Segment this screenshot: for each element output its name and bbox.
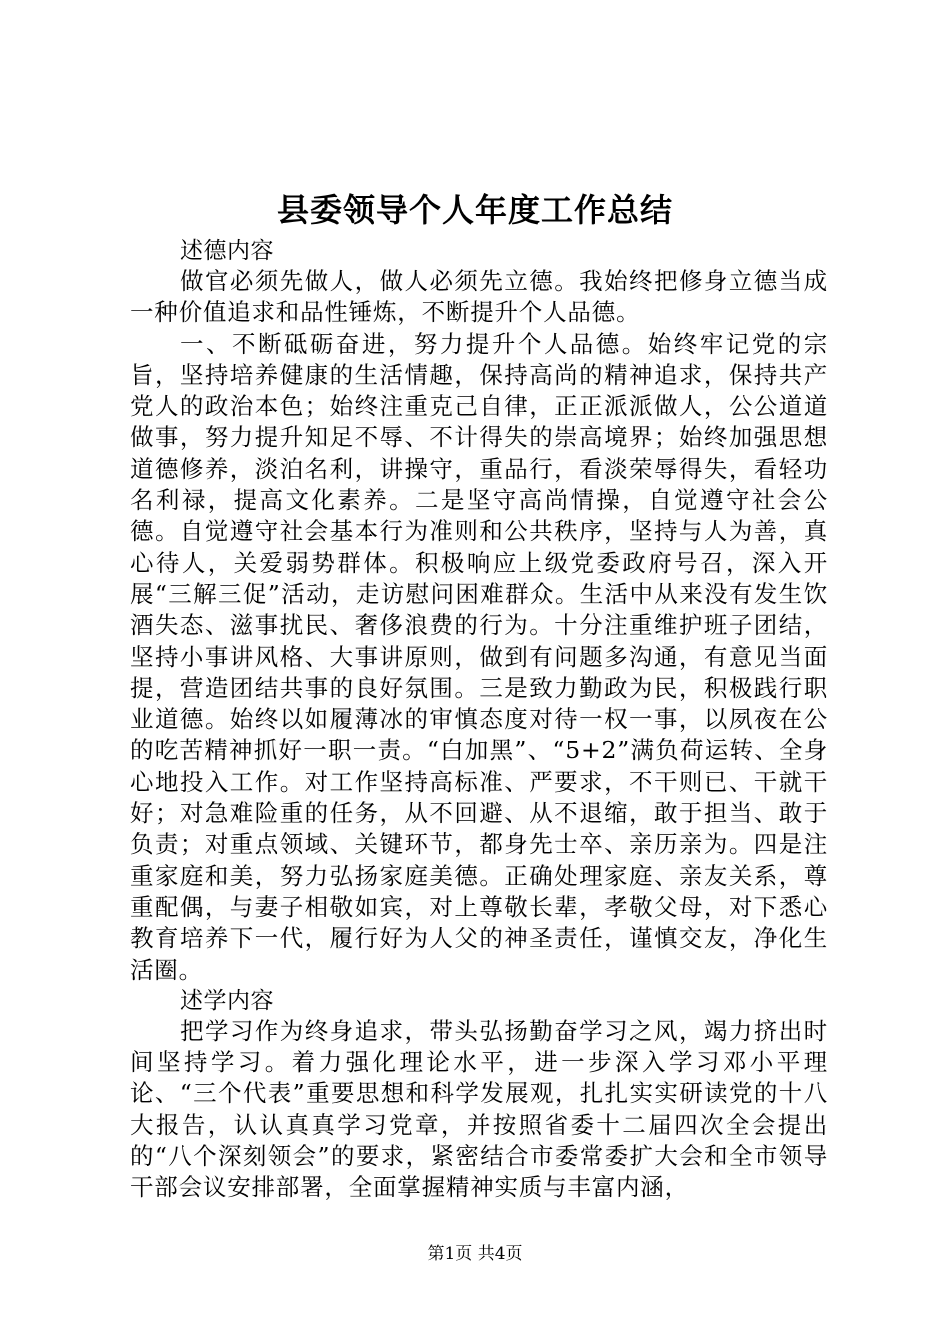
- paragraph: 把学习作为终身追求，带头弘扬勤奋学习之风，竭力挤出时间坚持学习。着力强化理论水平，进一步深入学习邓小平理论、“三个代表”重要思想和科学发展观，扎扎实实研读党的十八大报告，认认真真学习党章，并按照省委十二届四次全会提出的“八个深刻领会”的要求，紧密结合市委常委扩大会和全市领导干部会议安排部署，全面掌握精神实质与丰富内涵，: [130, 1016, 828, 1202]
- section-heading: 述学内容: [180, 987, 274, 1014]
- paragraph: 做官必须先做人，做人必须先立德。我始终把修身立德当成一种价值追求和品性锤炼，不断提升个人品德。: [130, 267, 828, 327]
- paragraph: 一、不断砥砺奋进，努力提升个人品德。始终牢记党的宗旨，坚持培养健康的生活情趣，保持高尚的精神追求，保持共产党人的政治本色；始终注重克己自律，正正派派做人，公公道道做事，努力提升知足不辱、不计得失的崇高境界；始终加强思想道德修养，淡泊名利，讲操守，重品行，看淡荣辱得失，看轻功名利禄，提高文化素养。二是坚守高尚情操，自觉遵守社会公德。自觉遵守社会基本行为准则和公共秩序，坚持与人为善，真心待人，关爱弱势群体。积极响应上级党委政府号召，深入开展“三解三促”活动，走访慰问困难群众。生活中从来没有发生饮酒失态、滋事扰民、奢侈浪费的行为。十分注重维护班子团结，坚持小事讲风格、大事讲原则，做到有问题多沟通，有意见当面提，营造团结共事的良好氛围。三是致力勤政为民，积极践行职业道德。始终以如履薄冰的审慎态度对待一权一事，以夙夜在公的吃苦精神抓好一职一责。“白加黑”、“5+2”满负荷运转、全身心地投入工作。对工作坚持高标准、严要求，不干则已、干就干好；对急难险重的任务，从不回避、从不退缩，敢于担当、敢于负责；对重点领域、关键环节，都身先士卒、亲历亲为。四是注重家庭和美，努力弘扬家庭美德。正确处理家庭、亲友关系，尊重配偶，与妻子相敬如宾，对上尊敬长辈，孝敬父母，对下悉心教育培养下一代，履行好为人父的神圣责任，谨慎交友，净化生活圈。: [130, 329, 828, 984]
- document-title: 县委领导个人年度工作总结: [276, 191, 673, 229]
- page-number-footer: 第1页 共4页: [427, 1244, 523, 1264]
- section-study: [130, 986, 828, 1204]
- section-heading: 述德内容: [180, 238, 274, 264]
- document-body: [130, 236, 828, 1204]
- section-moral: [130, 236, 828, 986]
